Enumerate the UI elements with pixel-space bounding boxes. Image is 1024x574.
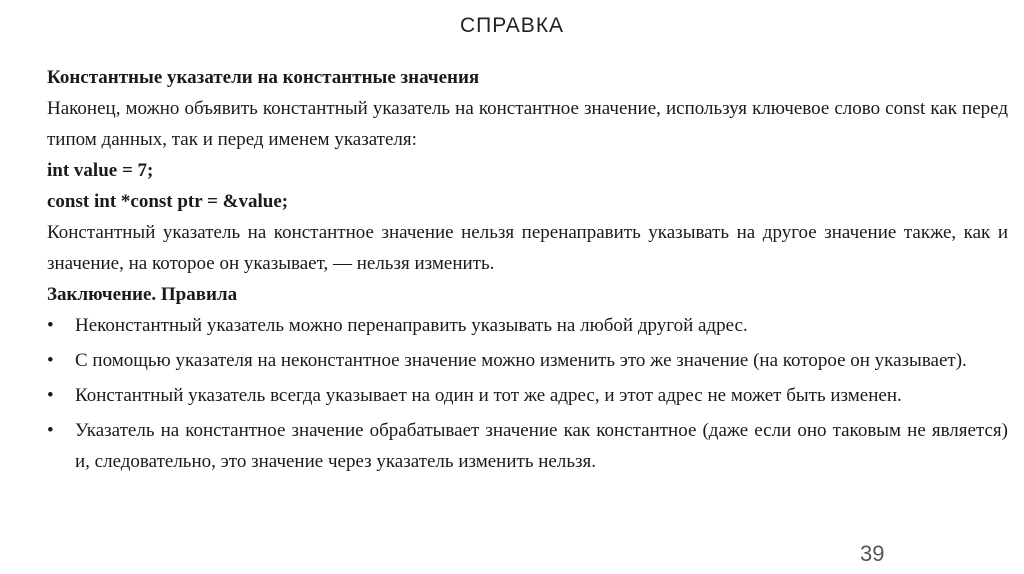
rule-text: Константный указатель всегда указывает на один и тот же адрес, и этот адрес не может быть изменен. (75, 385, 902, 406)
section-heading-rules: Заключение. Правила (47, 284, 238, 305)
rule-item (47, 380, 1008, 411)
slide-title: СПРАВКА (459, 14, 565, 37)
rules-list (47, 310, 1008, 477)
rule-item (47, 345, 1008, 376)
bullet-icon: • (47, 420, 54, 441)
rule-text: Неконстантный указатель можно перенаправить указывать на любой другой адрес. (75, 315, 748, 336)
bullet-icon: • (47, 350, 54, 371)
slide-content (47, 62, 1008, 481)
code-line-value: int value = 7; (47, 160, 154, 181)
bullet-icon: • (47, 385, 54, 406)
rule-item (47, 415, 1008, 477)
code-line-ptr: const int *const ptr = &value; (47, 191, 289, 212)
bullet-icon: • (47, 315, 54, 336)
rule-item (47, 310, 1008, 341)
rule-text: Указатель на константное значение обрабатывает значение как константное (даже если оно таковым не является) и, следовательно, это значение через указатель изменить нельзя. (75, 420, 1008, 472)
section-heading-const-pointers: Константные указатели на константные значения (47, 67, 480, 88)
intro-paragraph: Наконец, можно объявить константный указатель на константное значение, используя ключевое слово const как перед типом данных, так и перед именем указателя: (47, 98, 1008, 150)
explanation-paragraph: Константный указатель на константное значение нельзя перенаправить указывать на другое значение также, как и значение, на которое он указывает, — нельзя изменить. (47, 222, 1008, 274)
rule-text: С помощью указателя на неконстантное значение можно изменить это же значение (на которое он указывает). (75, 350, 967, 371)
page-number: 39 (860, 541, 885, 566)
